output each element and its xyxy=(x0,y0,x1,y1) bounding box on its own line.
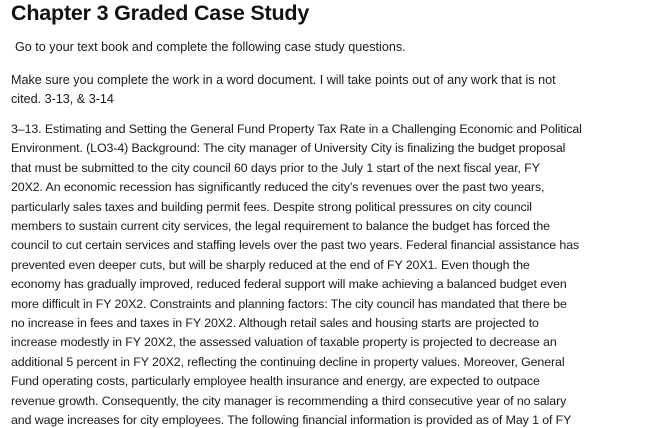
instruction-paragraph-1: Go to your text book and complete the following case study questions. xyxy=(15,40,406,54)
case-line: and wage increases for city employees. The following financial information is provided as of May 1 of FY xyxy=(11,413,572,428)
case-line: members to sustain current city services, the legal requirement to balance the budget has forced the xyxy=(11,219,550,234)
case-line: increase modestly in FY 20X2, the assessed valuation of taxable property is projected to decrease an xyxy=(11,335,557,350)
case-line: additional 5 percent in FY 20X2, reflecting the continuing decline in property values. Moreover, General xyxy=(11,354,565,369)
page-title: Chapter 3 Graded Case Study xyxy=(11,1,310,25)
case-line: 20X2. An economic recession has significantly reduced the city’s revenues over the past two years, xyxy=(11,180,545,195)
case-line: revenue growth. Consequently, the city manager is recommending a third consecutive year of no salary xyxy=(11,393,567,408)
case-study-paragraph xyxy=(11,120,582,428)
case-line: prevented even deeper cuts, but will be sharply reduced at the end of FY 20X1. Even though the xyxy=(11,257,530,272)
instruction-line: Make sure you complete the work in a word document. I will take points out of any work that is not xyxy=(11,73,556,87)
case-line: more difficult in FY 20X2. Constraints and planning factors: The city council has mandated that there be xyxy=(11,296,567,311)
case-line: council to cut certain services and staffing levels over the past two years. Federal financial assistance has xyxy=(11,238,580,253)
case-line: Environment. (LO3-4) Background: The city manager of University City is finalizing the budget proposal xyxy=(11,141,566,156)
case-line: that must be submitted to the city council 60 days prior to the July 1 start of the next fiscal year, FY xyxy=(11,160,540,175)
case-line: 3–13. Estimating and Setting the General Fund Property Tax Rate in a Challenging Economic and Political xyxy=(11,122,582,136)
case-line: economy has gradually improved, reduced federal support will make achieving a balanced budget even xyxy=(11,277,567,292)
instruction-paragraph-2 xyxy=(11,71,621,109)
case-line: no increase in fees and taxes in FY 20X2. Although retail sales and housing starts are projected to xyxy=(11,316,539,331)
case-line: particularly sales taxes and building permit fees. Despite strong political pressures on city council xyxy=(11,199,532,214)
instruction-line: cited. 3-13, & 3-14 xyxy=(11,92,114,106)
case-line: Fund operating costs, particularly employee health insurance and energy, are expected to outpace xyxy=(11,374,540,389)
